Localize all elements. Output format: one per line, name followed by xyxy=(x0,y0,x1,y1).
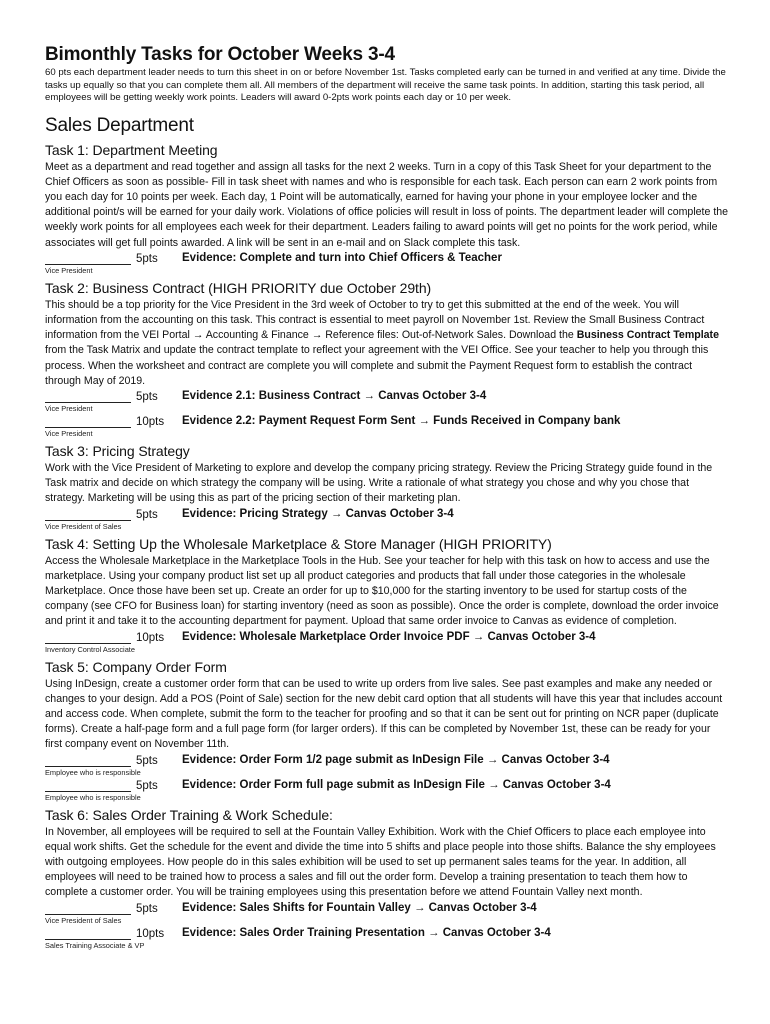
evidence-text: Evidence: Order Form 1/2 page submit as InDesign File → Canvas October 3-4 xyxy=(182,753,610,766)
task-3 xyxy=(45,443,730,532)
signer-role: Employee who is responsible xyxy=(45,792,141,802)
signature-line[interactable] xyxy=(45,766,131,767)
signature-line[interactable] xyxy=(45,791,131,792)
points-value: 5pts xyxy=(136,754,158,767)
business-contract-template-link: Business Contract Template xyxy=(576,329,719,342)
task-body: In November, all employees will be required to sell at the Fountain Valley Exhibition. Work with the Chief Officers to place each employee into equal work shifts. Get the schedule for the event and divide the time into 5 shifts and place people into those shifts. Balance the shy employees with outgoing employees. How people do in this sales exhibition will be used to set up permanent sales teams for the year. In addition, all employees will need to be trained how to process a sales and fill out the order form. Develop a training presentation to teach them how to complete a customer order. You will be training employees using this presentation before we attend Fountain Valley next month. xyxy=(45,825,716,899)
task-2 xyxy=(45,280,730,439)
points-value: 5pts xyxy=(136,779,158,792)
signature-row xyxy=(45,778,730,803)
signer-role: Inventory Control Associate xyxy=(45,644,135,654)
signer-role: Vice President xyxy=(45,403,93,413)
task-body-part: from the Task Matrix and update the contract template to reflect your agreement with the VEI Office. See your teacher to help you through this process. When the worksheet and contract are complete you will complete and submit the Payment Request form to establish the contract through May of 2019. xyxy=(45,344,709,387)
signature-row xyxy=(45,414,730,439)
evidence-text: Evidence: Sales Shifts for Fountain Valley → Canvas October 3-4 xyxy=(182,901,537,914)
document-page xyxy=(45,44,730,951)
task-body: Using InDesign, create a customer order form that can be used to write up orders from live sales. See past examples and make any needed or changes to your design. Add a POS (Point of Sale) section for the new debit card option that all students will have this year that includes account and access code. When complete, submit the form to the teacher for proofing and so that it can be sent out for printing on NCR paper (duplicate forms). Create a half-page form and a full page form (for larger orders). If this can be completed by November 1st, these can be ready for your first company event on November 11th. xyxy=(45,677,723,751)
signature-line[interactable] xyxy=(45,914,131,915)
signature-row xyxy=(45,926,730,951)
signature-line[interactable] xyxy=(45,520,131,521)
evidence-text: Evidence 2.1: Business Contract → Canvas October 3-4 xyxy=(182,389,487,402)
task-6 xyxy=(45,807,730,951)
signature-line[interactable] xyxy=(45,427,131,428)
points-value: 10pts xyxy=(136,415,165,428)
signature-line[interactable] xyxy=(45,264,131,265)
signer-role: Sales Training Associate & VP xyxy=(45,940,145,950)
signer-role: Vice President of Sales xyxy=(45,915,122,925)
signature-row xyxy=(45,630,730,655)
evidence-text: Evidence: Complete and turn into Chief Officers & Teacher xyxy=(182,251,502,264)
task-body xyxy=(45,298,730,389)
evidence-text: Evidence: Wholesale Marketplace Order Invoice PDF → Canvas October 3-4 xyxy=(182,630,596,643)
signature-line[interactable] xyxy=(45,402,131,403)
task-body: Meet as a department and read together and assign all tasks for the next 2 weeks. Turn in a copy of this Task Sheet for your department to the Chief Officers as soon as possible- Fill in task sheet with names and who is responsible for each task. Each person can earn 2 work points from you each day for 10 points per week. Each day, 1 Point will be automatically, earned for having your phone in your employee locker and the additional point/s will be earned for your daily work. Violations of office policies will result in loss of points. The department leader will complete the weekly work points for all employees each week for their department. Leaders failing to award points will get no points for the work period, while associates will get full points awarded. A link will be sent in an e-mail and on Slack complete this task. xyxy=(45,160,729,249)
points-value: 5pts xyxy=(136,390,158,403)
evidence-text: Evidence: Order Form full page submit as InDesign File → Canvas October 3-4 xyxy=(182,778,611,791)
points-value: 5pts xyxy=(136,252,158,265)
points-value: 5pts xyxy=(136,902,158,915)
document-title: Bimonthly Tasks for October Weeks 3-4 xyxy=(45,44,395,65)
task-title: Task 2: Business Contract (HIGH PRIORITY due October 29th) xyxy=(45,279,432,296)
task-body-part: This should be a top priority for the Vice President in the 3rd week of October to try to get this submitted at the end of the week. You will information from the accounting on this task. This contract is essential to meet payroll on November 1st. Review the Small Business Contract information from the VEI Portal → Accounting & Finance → Reference files: Out-of-Network Sales. Download the xyxy=(45,298,705,342)
task-body: Access the Wholesale Marketplace in the Marketplace Tools in the Hub. See your teacher for help with this task on how to access and use the marketplace. Using your company product list set up all product categories and products that fall under those categories in the wholesale Marketplace. Once those have been set up. Create an order for up to $10,000 for the starting inventory to be used for startup costs of the company (see CFO for Business loan) for starting inventory (need as soon as possible). Once the order is complete, download the order invoice and print it and take it to the accounting department for payment. Upload that same order invoice to Canvas as evidence of completion. xyxy=(45,554,719,628)
signer-role: Vice President xyxy=(45,265,93,275)
signature-line[interactable] xyxy=(45,939,131,940)
intro-paragraph: 60 pts each department leader needs to turn this sheet in on or before November 1st. Tasks completed early can be turned in and verified at any time. Divide the tasks up equally so that you can complete them all. All members of the department will receive the same task points. In addition, starting this task period, all employees will be getting weekly work points. Leaders will award 0-2pts work points each day or 10 per week. xyxy=(45,67,726,103)
department-heading: Sales Department xyxy=(45,114,194,136)
signer-role: Employee who is responsible xyxy=(45,767,141,777)
signature-row xyxy=(45,251,730,276)
task-1 xyxy=(45,142,730,276)
signature-row xyxy=(45,901,730,926)
points-value: 10pts xyxy=(136,631,165,644)
signature-row xyxy=(45,389,730,414)
task-title: Task 4: Setting Up the Wholesale Marketplace & Store Manager (HIGH PRIORITY) xyxy=(45,535,552,552)
evidence-text: Evidence: Sales Order Training Presentation → Canvas October 3-4 xyxy=(182,926,551,939)
task-4 xyxy=(45,536,730,655)
task-5 xyxy=(45,659,730,803)
task-body: Work with the Vice President of Marketing to explore and develop the company pricing strategy. Review the Pricing Strategy guide found in the Task matrix and decide on which strategy the company will be using. Write a rationale of what strategy you chose and why you chose that strategy. Marketing will be using this as part of the pricing section of their marketing plan. xyxy=(45,461,713,505)
points-value: 5pts xyxy=(136,508,158,521)
signature-row xyxy=(45,507,730,532)
evidence-text: Evidence 2.2: Payment Request Form Sent → Funds Received in Company bank xyxy=(182,414,621,427)
task-title: Task 5: Company Order Form xyxy=(45,658,227,675)
task-title: Task 3: Pricing Strategy xyxy=(45,442,190,459)
signature-row xyxy=(45,753,730,778)
task-title: Task 1: Department Meeting xyxy=(45,141,218,158)
signer-role: Vice President of Sales xyxy=(45,521,122,531)
signature-line[interactable] xyxy=(45,643,131,644)
task-title: Task 6: Sales Order Training & Work Schedule: xyxy=(45,806,333,823)
evidence-text: Evidence: Pricing Strategy → Canvas October 3-4 xyxy=(182,507,454,520)
signer-role: Vice President xyxy=(45,428,93,438)
points-value: 10pts xyxy=(136,927,165,940)
